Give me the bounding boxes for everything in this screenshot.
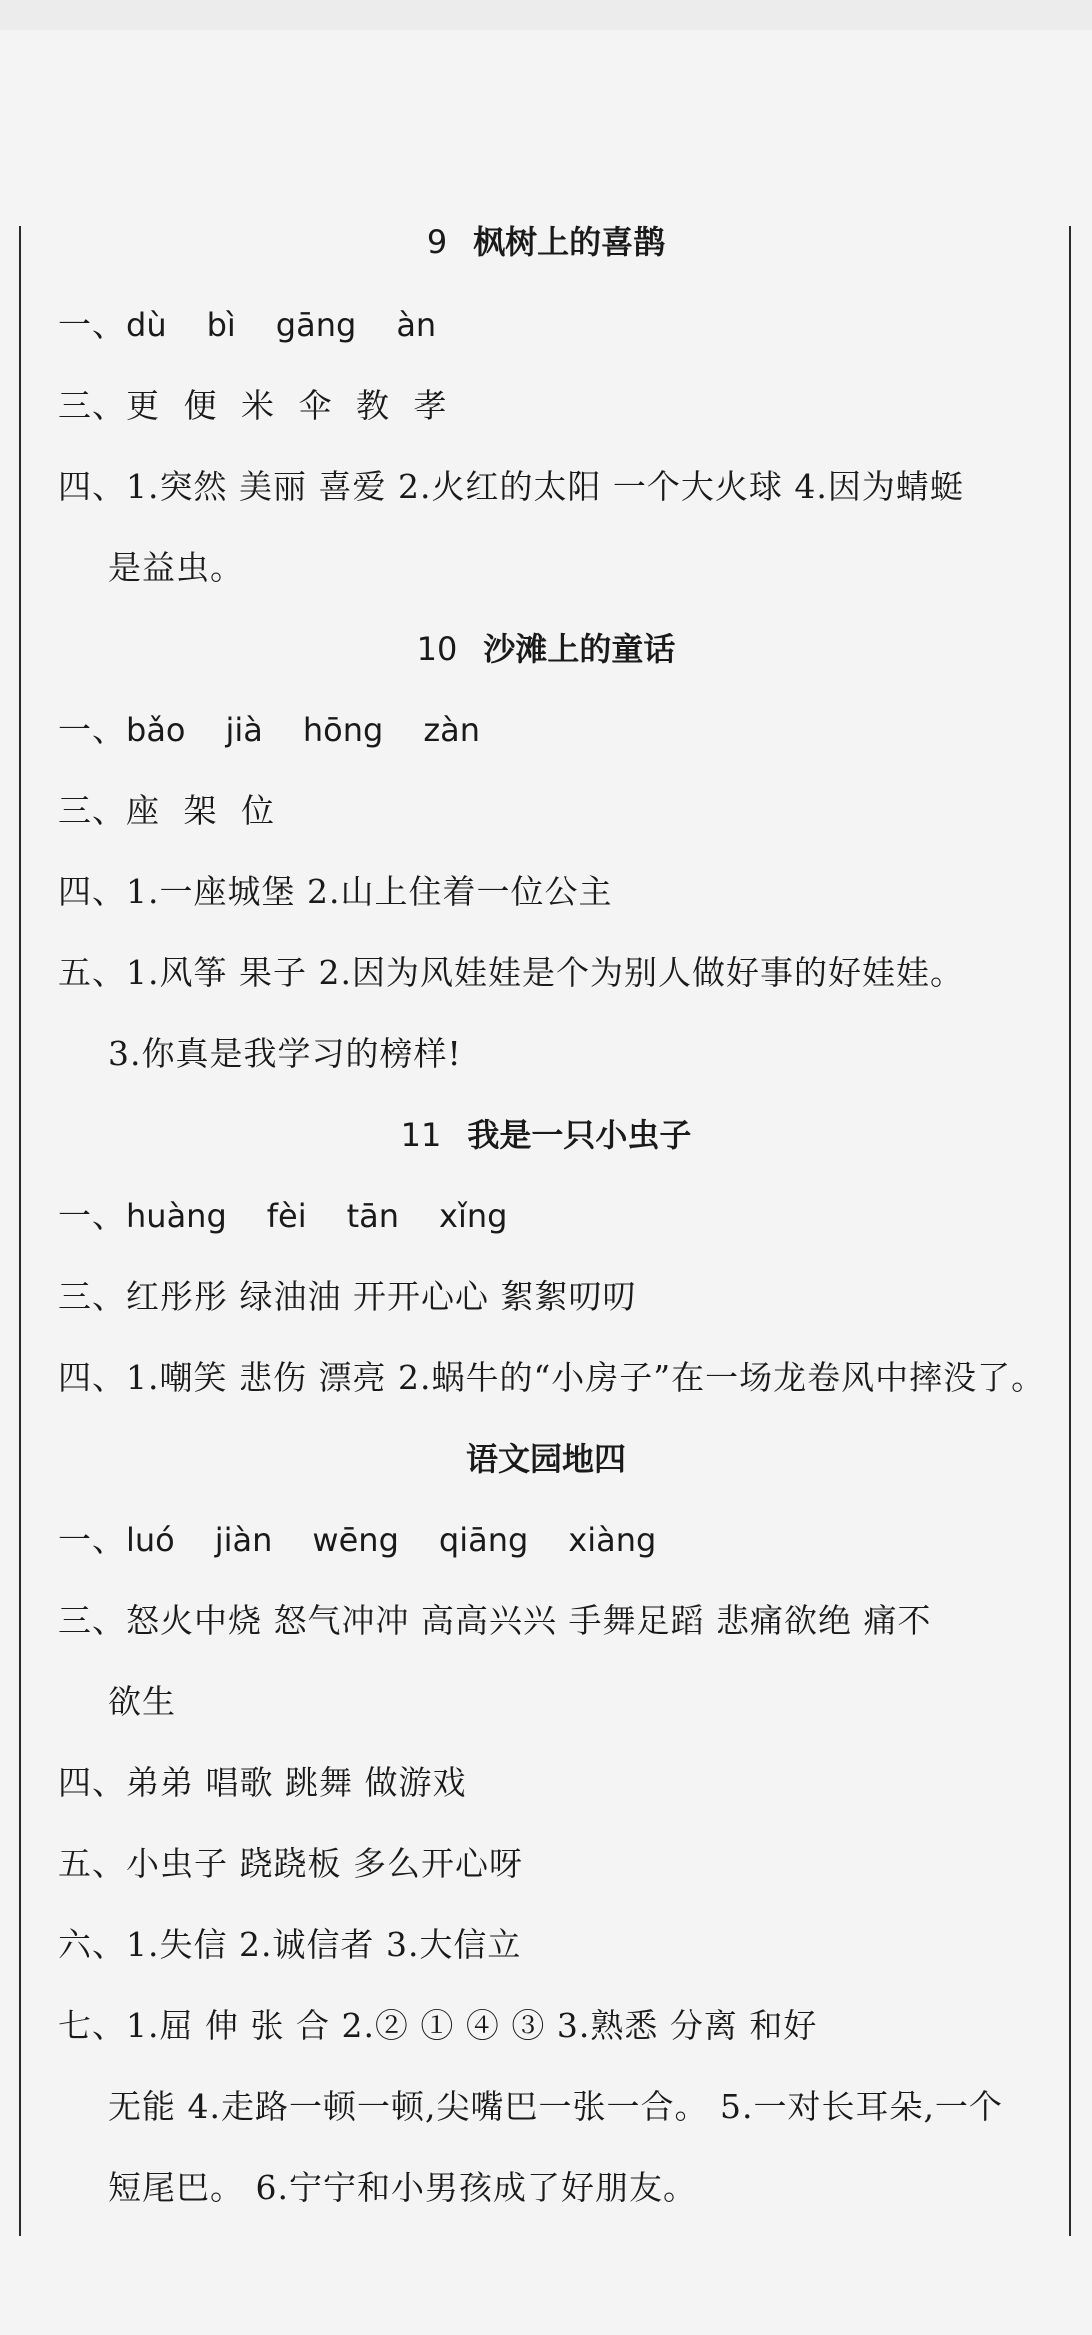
- answer-line: 一、dù bì gāng àn: [58, 295, 1058, 355]
- lesson-number: 9: [426, 223, 448, 261]
- answer-line: 三、红彤彤 绿油油 开开心心 絮絮叨叨: [58, 1277, 637, 1316]
- right-margin-rule: [1069, 226, 1071, 2236]
- answer-line-continued: 欲生: [108, 1682, 176, 1721]
- answer-line: 四、1.突然 美丽 喜爱 2.火红的太阳 一个大火球 4.因为蜻蜓: [58, 467, 964, 506]
- left-margin-rule: [19, 226, 21, 2236]
- lesson-number: 11: [400, 1116, 442, 1154]
- answer-page: [0, 30, 1092, 2335]
- answer-line: 五、1.风筝 果子 2.因为风娃娃是个为别人做好事的好娃娃。: [58, 953, 964, 992]
- lesson-title: 沙滩上的童话: [483, 630, 676, 668]
- section-title: [0, 619, 1092, 679]
- lesson-title: 我是一只小虫子: [467, 1116, 692, 1154]
- answer-line: 一、bǎo jià hōng zàn: [58, 700, 1058, 760]
- answer-line: 四、1.一座城堡 2.山上住着一位公主: [58, 872, 613, 911]
- section-title: [0, 212, 1092, 272]
- top-margin-band: [0, 0, 1092, 30]
- answer-line-continued: 3.你真是我学习的榜样!: [108, 1034, 462, 1073]
- lesson-number: 10: [416, 630, 458, 668]
- answer-line-continued: 无能 4.走路一顿一顿,尖嘴巴一张一合。 5.一对长耳朵,一个: [108, 2087, 1003, 2126]
- section-title: [0, 1429, 1092, 1489]
- answer-line: 三、怒火中烧 怒气冲冲 高高兴兴 手舞足蹈 悲痛欲绝 痛不: [58, 1601, 932, 1640]
- answer-line: 五、小虫子 跷跷板 多么开心呀: [58, 1844, 523, 1883]
- answer-line: 三、座 架 位: [58, 791, 275, 830]
- answer-line: 六、1.失信 2.诚信者 3.大信立: [58, 1925, 522, 1964]
- answer-line-continued: 是益虫。: [108, 548, 244, 587]
- answer-line: 四、1.嘲笑 悲伤 漂亮 2.蜗牛的“小房子”在一场龙卷风中摔没了。: [58, 1358, 1046, 1397]
- answer-line: 一、huàng fèi tān xǐng: [58, 1186, 1058, 1246]
- pinyin-answers: luó jiàn wēng qiāng xiàng: [126, 1521, 657, 1559]
- pinyin-answers: huàng fèi tān xǐng: [126, 1197, 508, 1235]
- answer-line: 四、弟弟 唱歌 跳舞 做游戏: [58, 1763, 467, 1802]
- section-title: [0, 1105, 1092, 1165]
- pinyin-answers: dù bì gāng àn: [126, 306, 437, 344]
- answer-line: 一、luó jiàn wēng qiāng xiàng: [58, 1510, 1058, 1570]
- lesson-title: 枫树上的喜鹊: [473, 223, 666, 261]
- lesson-title: 语文园地四: [465, 1440, 626, 1478]
- pinyin-answers: bǎo jià hōng zàn: [126, 711, 481, 749]
- answer-line-continued: 短尾巴。 6.宁宁和小男孩成了好朋友。: [108, 2168, 697, 2207]
- answer-line: 七、1.屈 伸 张 合 2.② ① ④ ③ 3.熟悉 分离 和好: [58, 2006, 818, 2045]
- answer-line: 三、更 便 米 伞 教 孝: [58, 386, 448, 425]
